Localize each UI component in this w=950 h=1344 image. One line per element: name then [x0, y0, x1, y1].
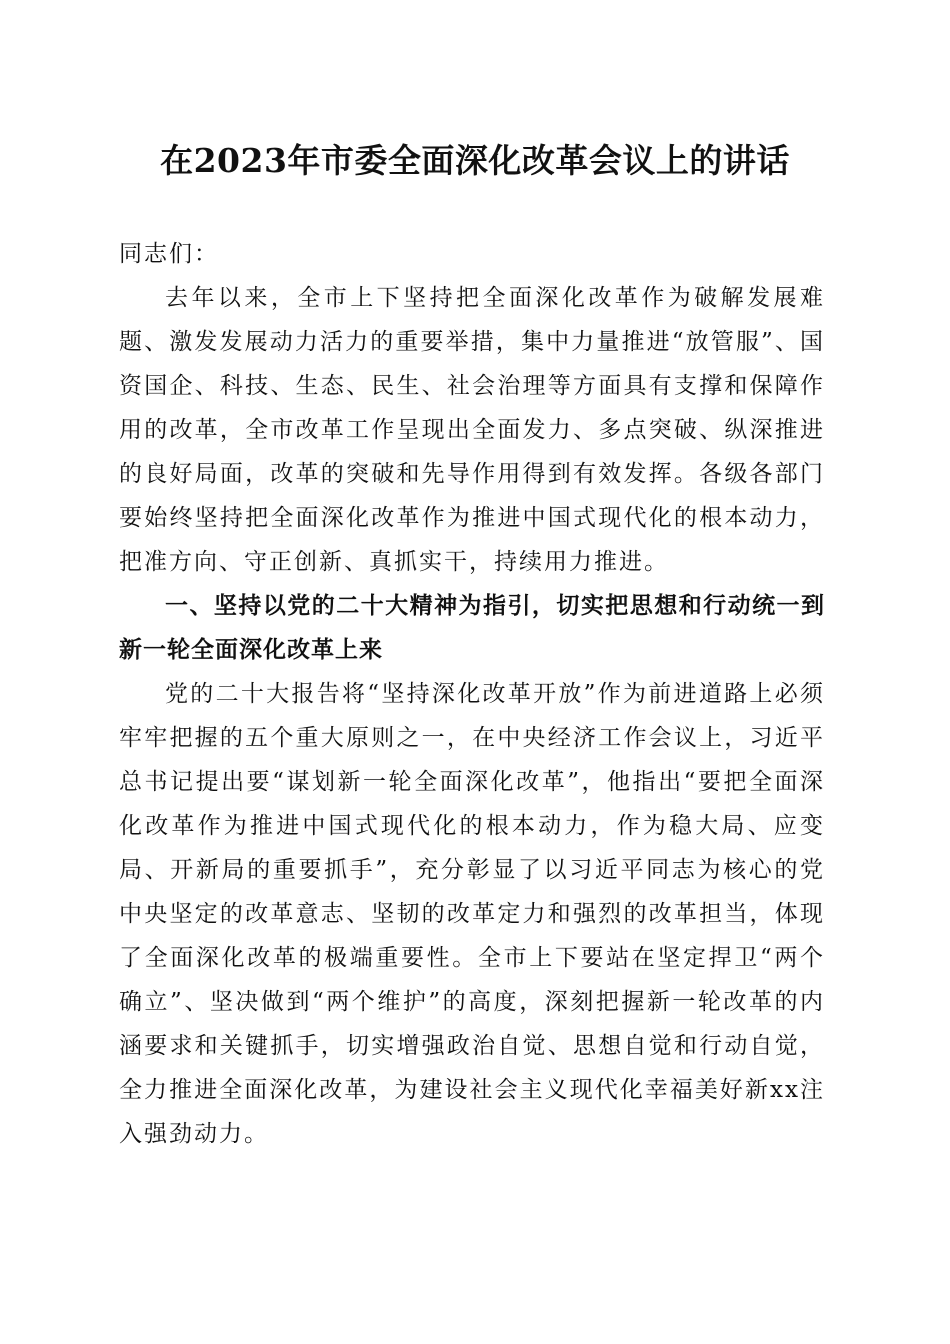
paragraph-intro: 去年以来，全市上下坚持把全面深化改革作为破解发展难题、激发发展动力活力的重要举措，集中力量推进“放管服”、国资国企、科技、生态、民生、社会治理等方面具有支撑和保障作用的改革，全市改革工作呈现出全面发力、多点突破、纵深推进的良好局面，改革的突破和先导作用得到有效发挥。各级各部门要始终坚持把全面深化改革作为推进中国式现代化的根本动力，把准方向、守正创新、真抓实干，持续用力推进。 [119, 285, 825, 575]
paragraph-section-1: 党的二十大报告将“坚持深化改革开放”作为前进道路上必须牢牢把握的五个重大原则之一，在中央经济工作会议上，习近平总书记提出要“谋划新一轮全面深化改革”，他指出“要把全面深化改革作为推进中国式现代化的根本动力，作为稳大局、应变局、开新局的重要抓手”，充分彰显了以习近平同志为核心的党中央坚定的改革意志、坚韧的改革定力和强烈的改革担当，体现了全面深化改革的极端重要性。全市上下要站在坚定捍卫“两个确立”、坚决做到“两个维护”的高度，深刻把握新一轮改革的内涵要求和关键抓手，切实增强政治自觉、思想自觉和行动自觉，全力推进全面深化改革，为建设社会主义现代化幸福美好新xx注入强劲动力。 [119, 681, 825, 1147]
section-heading-1: 一、坚持以党的二十大精神为指引，切实把思想和行动统一到新一轮全面深化改革上来 [119, 593, 825, 663]
document-title: 在2023年市委全面深化改革会议上的讲话 [160, 141, 790, 180]
salutation: 同志们： [119, 241, 219, 267]
document-body [119, 232, 825, 1156]
